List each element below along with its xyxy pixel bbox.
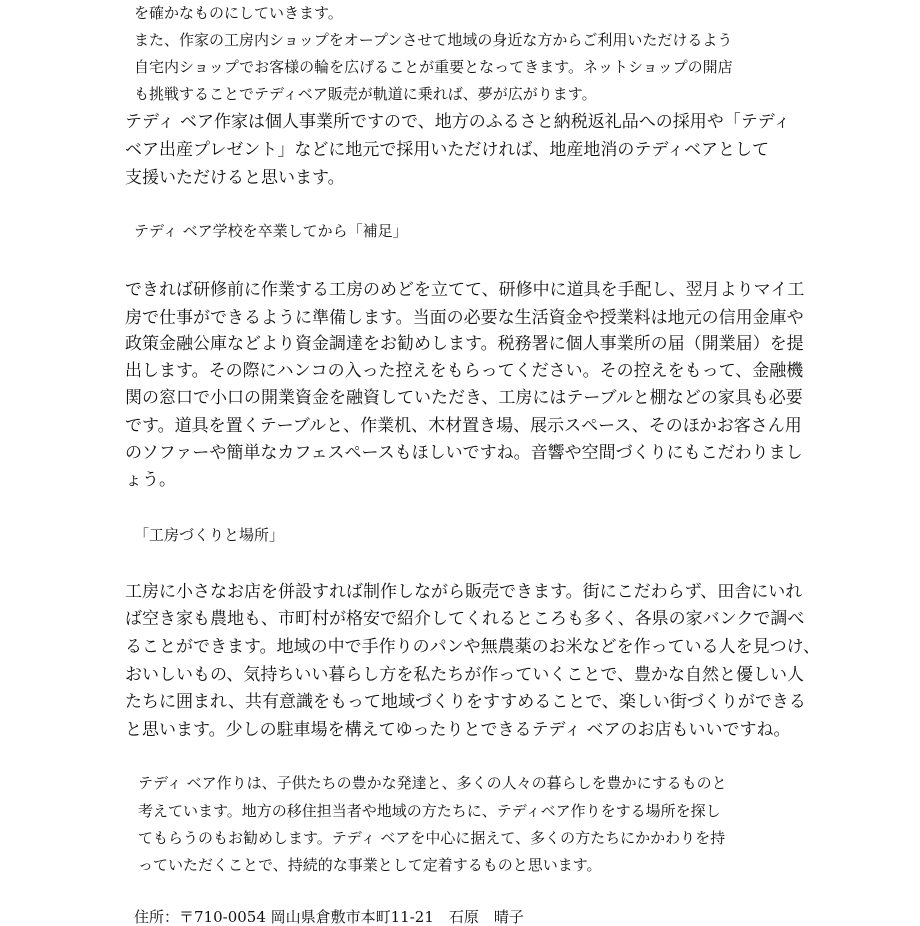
para1-line-3: 支援いただけると思います。	[125, 168, 345, 188]
intro-line-2: また、作家の工房内ショップをオープンさせて地域の身近な方からご利用いただけるよう	[134, 31, 733, 49]
para4-line-1: テディ ベア作りは、子供たちの豊かな発達と、多くの人々の暮らしを豊かにするものと	[138, 774, 727, 792]
para2-line-7: のソファーや簡単なカフェスペースもほしいですね。音響や空間づくりにもこだわりまし	[125, 443, 803, 463]
para1-line-1: テディ ベア作家は個人事業所ですので、地方のふるさと納税返礼品への採用や「テディ	[125, 112, 791, 132]
para4-line-4: っていただくことで、持続的な事業として定着するものと思います。	[138, 856, 602, 874]
intro-line-4: も挑戦することでテディベア販売が軌道に乗れば、夢が広がります。	[134, 85, 597, 103]
para2-line-3: 政策金融公庫などより資金調達をお勧めします。税務署に個人事業所の届（開業届）を提	[125, 334, 804, 354]
para2-line-8: ょう。	[125, 470, 176, 490]
para3-line-1: 工房に小さなお店を併設すれば制作しながら販売できます。街にこだわらず、田舎にいれ	[125, 582, 803, 602]
section-heading-workshop: 「工房づくりと場所」	[134, 526, 285, 544]
para2-line-4: 出します。その際にハンコの入った控えをもらってください。その控えをもって、金融機	[125, 361, 804, 381]
para3-line-4: おいしいもの、気持ちいい暮らし方を私たちが作っていくことで、豊かな自然と優しい人	[125, 665, 804, 685]
para3-line-5: たちに囲まれ、共有意識をもって地域づくりをすすめることで、楽しい街づくりができる	[125, 692, 806, 712]
para2-line-1: できれば研修前に作業する工房のめどを立てて、研修中に道具を手配し、翌月よりマイ工	[125, 280, 805, 300]
section-heading-graduation: テディ ベア学校を卒業してから「補足」	[134, 222, 408, 240]
para4-line-3: てもらうのもお勧めします。テディ ベアを中心に据えて、多くの方たちにかかわりを持	[138, 829, 726, 847]
intro-line-1: を確かなものにしていきます。	[134, 4, 343, 22]
para2-line-2: 房で仕事ができるように準備します。当面の必要な生活資金や授業料は地元の信用金庫や	[125, 308, 804, 328]
para4-line-2: 考えています。地方の移住担当者や地域の方たちに、テディベア作りをする場所を探し	[138, 802, 721, 820]
para1-line-2: ベア出産プレゼント」などに地元で採用いただければ、地産地消のテディベアとして	[125, 140, 769, 160]
para3-line-2: ば空き家も農地も、市町村が格安で紹介してくれるところも多く、各県の家バンクで調べ	[125, 609, 805, 629]
para3-line-3: ることができます。地域の中で手作りのパンや無農薬のお米などを作っている人を見つけ、	[125, 637, 820, 657]
para3-line-6: と思います。少しの駐車場を構えてゆったりとできるテディ ベアのお店もいいですね。	[125, 720, 791, 740]
intro-line-3: 自宅内ショップでお客様の輪を広げることが重要となってきます。ネットショップの開店	[134, 58, 733, 76]
address-line: 住所：〒710-0054 岡山県倉敷市本町11-21 石原 晴子	[134, 908, 524, 926]
para2-line-6: です。道具を置くテーブルと、作業机、木材置き場、展示スペース、そのほかお客さん用	[125, 416, 802, 436]
para2-line-5: 関の窓口で小口の開業資金を融資していただき、工房にはテーブルと棚などの家具も必要	[125, 388, 803, 408]
